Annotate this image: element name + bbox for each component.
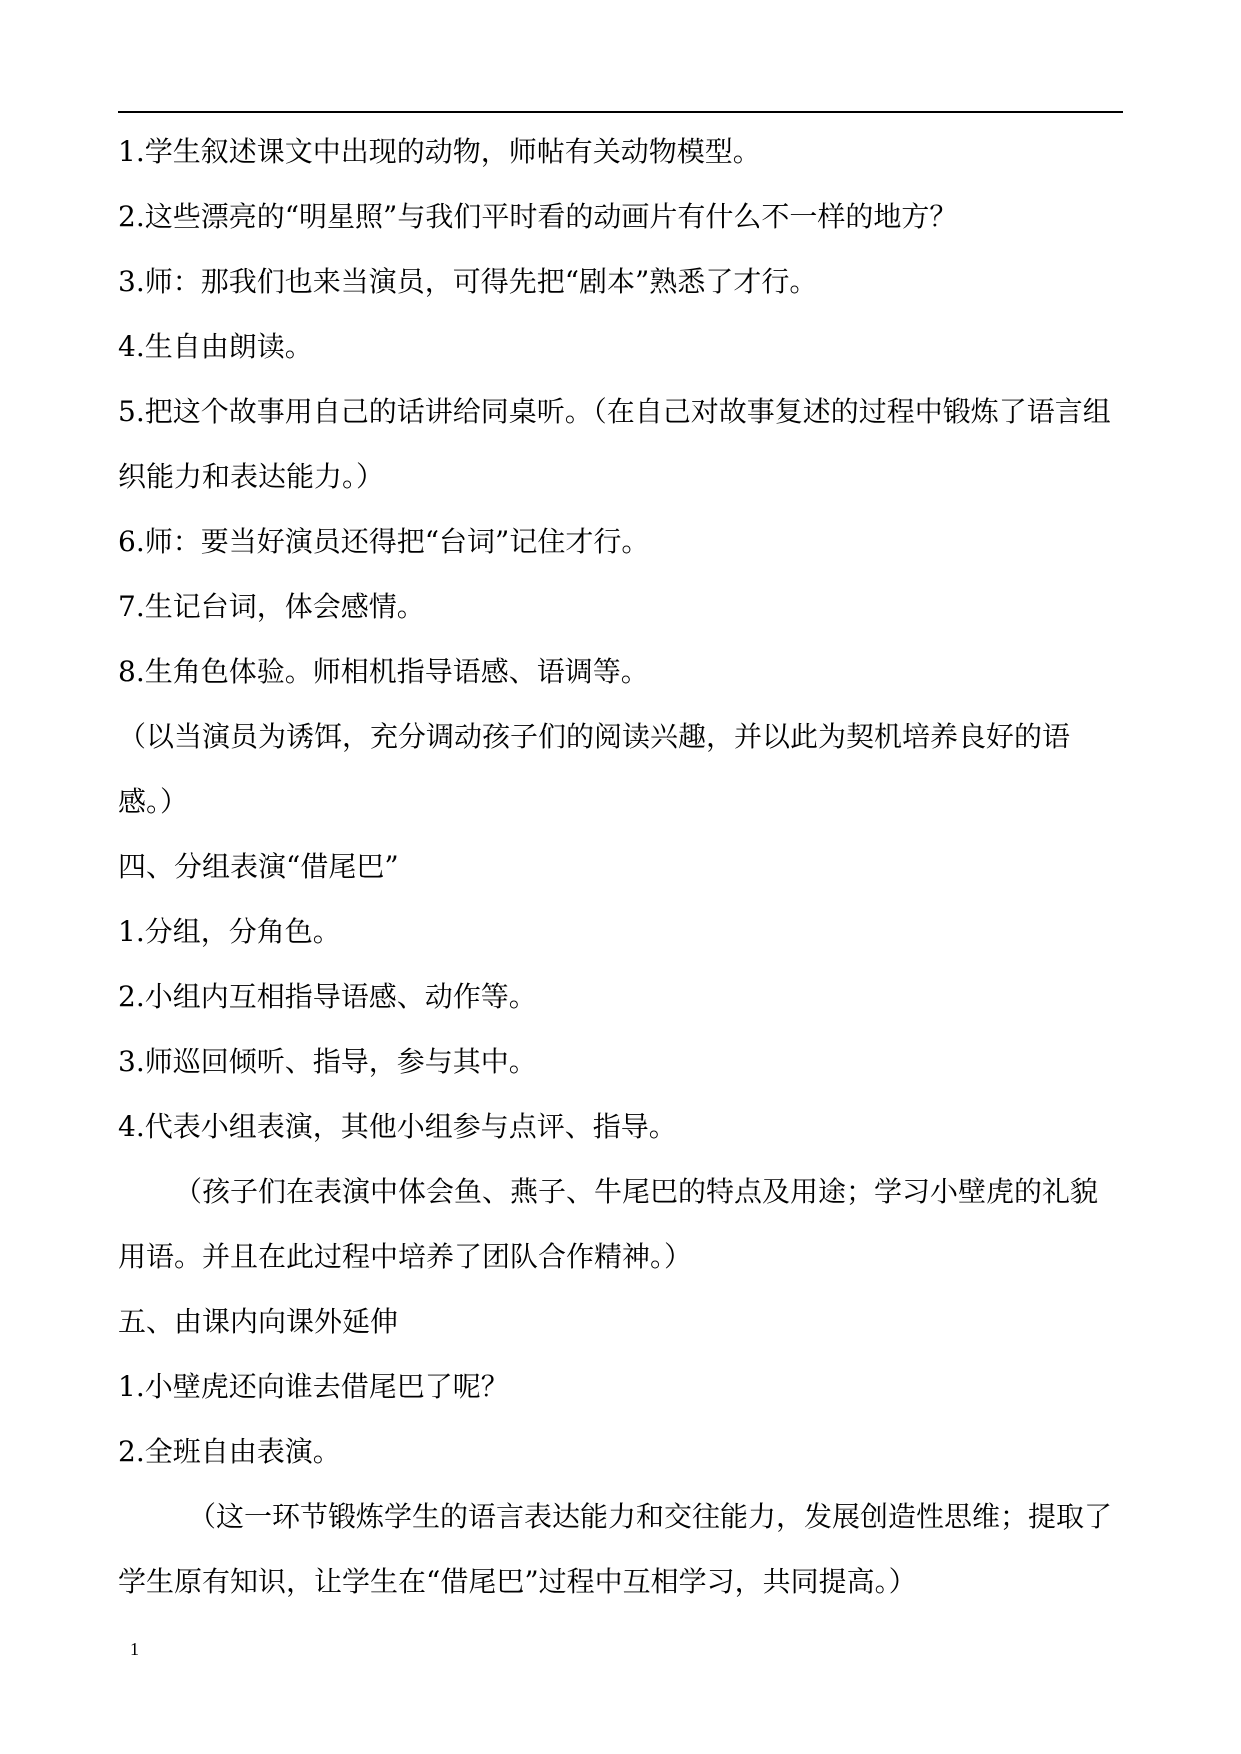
header-rule <box>118 111 1123 113</box>
paragraph: 8.生角色体验。师相机指导语感、语调等。 <box>118 655 649 688</box>
paragraph: 2.小组内互相指导语感、动作等。 <box>118 980 537 1013</box>
paragraph: 1.分组，分角色。 <box>118 915 341 948</box>
paragraph: 2.全班自由表演。 <box>118 1435 341 1468</box>
page-number: 1 <box>130 1639 139 1659</box>
paragraph: （以当演员为诱饵，充分调动孩子们的阅读兴趣，并以此为契机培养良好的语感。） <box>118 720 1071 818</box>
paragraph: 4.代表小组表演，其他小组参与点评、指导。 <box>118 1110 677 1143</box>
paragraph: 6.师：要当好演员还得把“台词”记住才行。 <box>118 525 650 558</box>
paragraph: 2.这些漂亮的“明星照”与我们平时看的动画片有什么不一样的地方？ <box>118 200 958 233</box>
paragraph: （孩子们在表演中体会鱼、燕子、牛尾巴的特点及用途；学习小壁虎的礼貌用语。并且在此过程中培养了团队合作精神。） <box>118 1175 1099 1273</box>
paragraph: 1.学生叙述课文中出现的动物，师帖有关动物模型。 <box>118 135 761 168</box>
paragraph: 7.生记台词，体会感情。 <box>118 590 425 623</box>
paragraph: 3.师巡回倾听、指导，参与其中。 <box>118 1045 537 1078</box>
document-body <box>118 119 1123 1614</box>
paragraph: 1.小壁虎还向谁去借尾巴了呢？ <box>118 1370 509 1403</box>
paragraph: 5.把这个故事用自己的话讲给同桌听。（在自己对故事复述的过程中锻炼了语言组织能力和表达能力。） <box>118 395 1111 493</box>
paragraph: 3.师：那我们也来当演员，可得先把“剧本”熟悉了才行。 <box>118 265 818 298</box>
section-heading: 五、由课内向课外延伸 <box>118 1305 399 1338</box>
section-heading: 四、分组表演“借尾巴” <box>118 850 399 883</box>
paragraph: （这一环节锻炼学生的语言表达能力和交往能力，发展创造性思维；提取了学生原有知识，让学生在“借尾巴”过程中互相学习，共同提高。） <box>118 1500 1113 1598</box>
paragraph: 4.生自由朗读。 <box>118 330 313 363</box>
